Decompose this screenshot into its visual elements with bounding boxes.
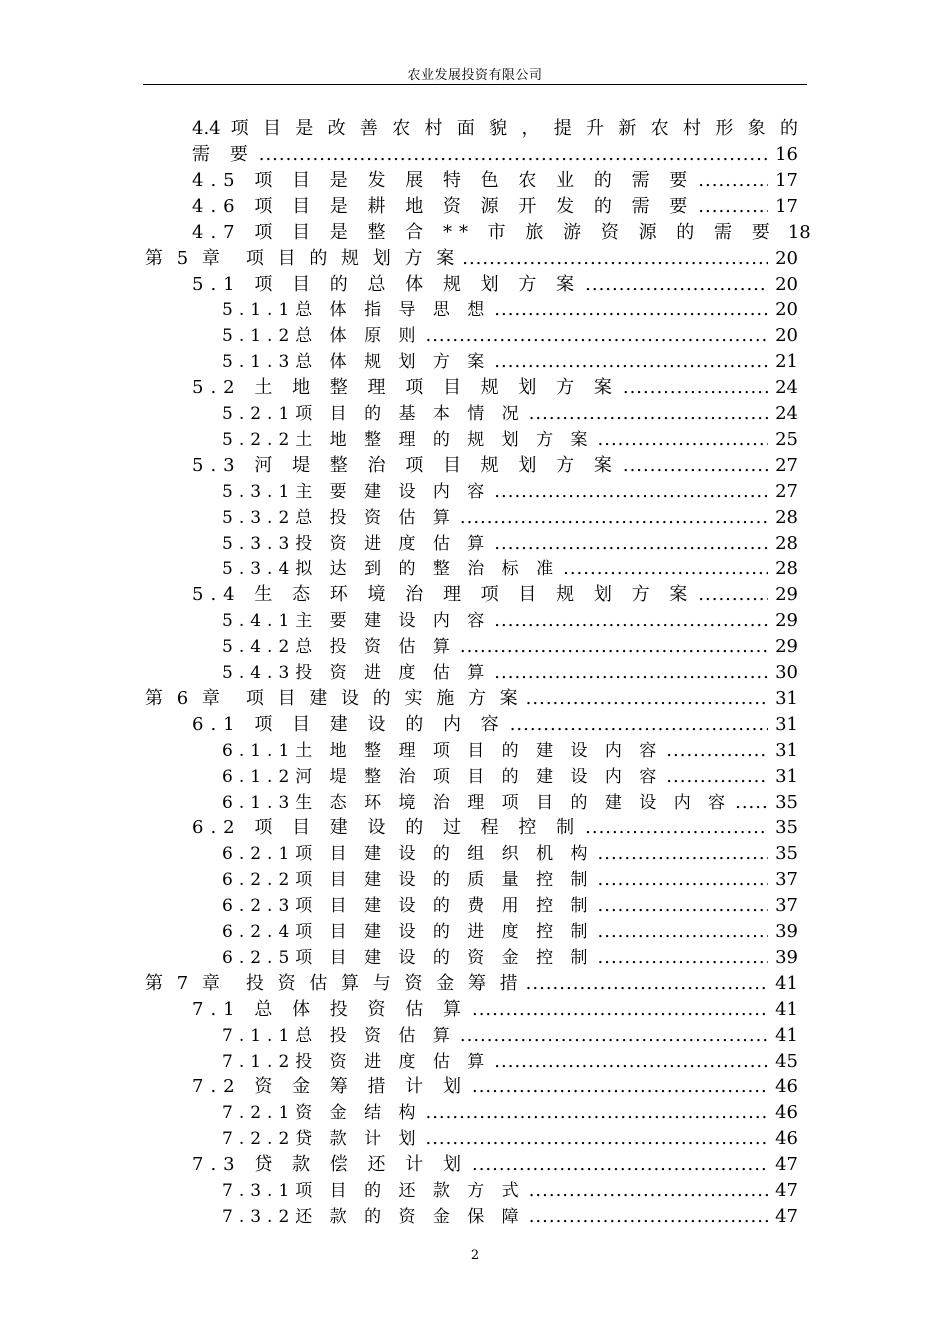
toc-leader-dots — [585, 272, 768, 298]
toc-entry-label: 7.1 总 体 投 资 估 算 — [192, 998, 468, 1020]
toc-leader-dots — [460, 505, 768, 531]
toc-entry-page: 27 — [775, 480, 798, 502]
toc-entry-label: 7.1.2投 资 进 度 估 算 — [222, 1051, 491, 1072]
toc-entry[interactable] — [222, 841, 798, 867]
toc-entry-page: 41 — [775, 998, 798, 1020]
toc-entry-label: 6.2.1项 目 建 设 的 组 织 机 构 — [222, 844, 594, 865]
toc-entry-label: 7.2.1资 金 结 构 — [222, 1103, 422, 1124]
toc-entry[interactable] — [192, 375, 798, 401]
toc-entry-label: 6.2.4项 目 建 设 的 进 度 控 制 — [222, 922, 594, 942]
toc-entry-label: 5.4.2总 投 资 估 算 — [222, 637, 456, 658]
toc-entry-page: 17 — [775, 195, 798, 217]
toc-leader-dots — [472, 997, 768, 1023]
toc-entry-label: 6.2.5项 目 建 设 的 资 金 控 制 — [222, 947, 594, 968]
toc-entry-label: 6.2.2项 目 建 设 的 质 量 控 制 — [222, 870, 594, 891]
toc-entry[interactable] — [222, 608, 798, 634]
toc-entry-page: 20 — [775, 325, 798, 347]
toc-leader-dots — [529, 1204, 768, 1230]
toc-leader-dots — [425, 1100, 768, 1126]
toc-entry-label: 5.3.1主 要 建 设 内 容 — [222, 481, 491, 502]
toc-entry-label: 5.3.2总 投 资 估 算 — [222, 507, 456, 528]
toc-leader-dots — [462, 246, 768, 272]
toc-entry-page: 35 — [775, 791, 798, 813]
toc-entry-label: 7.3.2还 款 的 资 金 保 障 — [222, 1206, 525, 1227]
toc-entry[interactable] — [222, 738, 798, 764]
toc-leader-dots — [460, 1023, 768, 1049]
toc-leader-dots — [259, 142, 768, 168]
toc-entry-page: 20 — [775, 299, 798, 321]
toc-leader-dots — [425, 323, 768, 349]
toc-entry[interactable] — [222, 634, 798, 660]
toc-entry-label: 第 5 章 项 目 的 规 划 方 案 — [145, 247, 459, 269]
toc-leader-dots — [698, 582, 768, 608]
toc-leader-dots — [598, 427, 769, 453]
toc-leader-dots — [563, 556, 768, 582]
toc-entry-label: 需 要 — [192, 144, 255, 165]
toc-entry-page: 47 — [775, 1180, 798, 1201]
toc-leader-dots — [598, 945, 769, 971]
toc-leader-dots — [460, 634, 768, 660]
toc-leader-dots — [494, 479, 768, 505]
toc-entry[interactable] — [192, 194, 798, 220]
page-number: 2 — [470, 1248, 480, 1263]
toc-leader-dots — [735, 790, 768, 816]
toc-entry-label: 5.1 项 目 的 总 体 规 划 方 案 — [192, 273, 582, 295]
toc-leader-dots — [494, 1049, 768, 1075]
toc-entry-page: 17 — [775, 169, 798, 191]
toc-entry-label: 5.4.3投 资 进 度 估 算 — [222, 663, 491, 683]
toc-entry-page: 41 — [775, 972, 798, 994]
toc-leader-dots — [698, 168, 768, 194]
toc-leader-dots — [494, 660, 768, 686]
toc-entry-page: 28 — [775, 506, 798, 528]
toc-entry-label: 6.1.2河 堤 整 治 项 目 的 建 设 内 容 — [222, 766, 663, 787]
toc-entry-page: 31 — [775, 765, 798, 787]
toc-entry-page: 39 — [775, 921, 798, 942]
toc-entry-label: 5.4 生 态 环 境 治 理 项 目 规 划 方 案 — [192, 584, 695, 606]
toc-entry-page: 24 — [775, 377, 798, 399]
toc-leader-dots — [623, 453, 768, 479]
toc-entry-page: 45 — [775, 1050, 798, 1072]
toc-entry-page: 30 — [775, 662, 798, 683]
toc-entry-page: 47 — [775, 1205, 798, 1227]
toc-entry[interactable] — [192, 815, 798, 841]
toc-entry[interactable] — [222, 1126, 798, 1152]
toc-entry-label: 6.1 项 目 建 设 的 内 容 — [192, 713, 506, 735]
toc-entry-page: 46 — [775, 1102, 798, 1124]
toc-leader-dots — [598, 867, 769, 893]
toc-entry[interactable] — [222, 919, 798, 945]
toc-entry-label: 5.1.2总 体 原 则 — [222, 326, 422, 347]
toc-entry-label: 5.3 河 堤 整 治 项 目 规 划 方 案 — [192, 454, 619, 476]
toc-entry[interactable] — [145, 971, 798, 997]
toc-entry[interactable] — [192, 220, 811, 246]
toc-entry-label: 5.1.1总 体 指 导 思 想 — [222, 300, 491, 321]
toc-entry-page: 29 — [775, 584, 798, 606]
toc-leader-dots — [425, 1126, 768, 1152]
toc-leader-dots — [598, 919, 769, 945]
toc-entry[interactable] — [192, 453, 798, 479]
toc-leader-dots — [494, 297, 768, 323]
toc-entry[interactable] — [222, 764, 798, 790]
toc-entry-page: 47 — [775, 1154, 798, 1176]
header-rule — [143, 84, 807, 85]
toc-entry-page: 24 — [775, 403, 798, 424]
toc-entry-label: 7.3.1项 目 的 还 款 方 式 — [222, 1181, 525, 1201]
toc-entry[interactable] — [222, 867, 798, 893]
toc-entry[interactable] — [222, 401, 798, 427]
toc-entry-page: 35 — [775, 843, 798, 865]
toc-entry-label: 6.1.1土 地 整 理 项 目 的 建 设 内 容 — [222, 740, 663, 761]
toc-entry-page: 18 — [787, 221, 811, 243]
toc-entry-page: 31 — [775, 687, 798, 709]
toc-leader-dots — [494, 608, 768, 634]
toc-entry[interactable] — [222, 531, 798, 557]
toc-entry[interactable] — [222, 323, 798, 349]
toc-leader-dots — [598, 841, 769, 867]
toc-leader-dots — [494, 531, 768, 557]
toc-entry[interactable] — [222, 505, 798, 531]
toc-entry-page: 28 — [775, 532, 798, 554]
toc-entry[interactable] — [192, 582, 798, 608]
toc-entry-label: 6.2 项 目 建 设 的 过 程 控 制 — [192, 817, 582, 839]
toc-entry[interactable] — [192, 712, 798, 738]
toc-entry-page: 37 — [775, 895, 798, 917]
toc-entry[interactable] — [222, 349, 798, 375]
toc-entry[interactable] — [222, 790, 798, 816]
toc-entry-page: 21 — [775, 351, 798, 373]
toc-entry-label: 7.2.2贷 款 计 划 — [222, 1129, 422, 1150]
toc-entry[interactable] — [192, 997, 798, 1023]
toc-entry[interactable] — [222, 1204, 798, 1230]
toc-entry[interactable] — [192, 1152, 798, 1178]
toc-entry[interactable] — [222, 1178, 798, 1204]
toc-entry-label: 7.2 资 金 筹 措 计 划 — [192, 1076, 468, 1098]
toc-entry[interactable] — [192, 272, 798, 298]
toc-entry[interactable] — [222, 893, 798, 919]
toc-entry-page: 35 — [775, 817, 798, 839]
toc-entry[interactable] — [192, 142, 798, 168]
toc-leader-dots — [585, 815, 768, 841]
toc-entry[interactable] — [222, 479, 798, 505]
toc-entry-label: 5.3.4拟 达 到 的 整 治 标 准 — [222, 559, 560, 580]
page-header-title: 农业发展投资有限公司 — [407, 68, 543, 83]
toc-entry[interactable] — [192, 1074, 798, 1100]
toc-entry-label: 5.3.3投 资 进 度 估 算 — [222, 533, 491, 554]
toc-entry[interactable] — [222, 556, 798, 582]
toc-entry-label: 7.3 贷 款 偿 还 计 划 — [192, 1154, 468, 1176]
toc-leader-dots — [529, 1178, 768, 1204]
toc-entry-page: 25 — [775, 428, 798, 450]
toc-leader-dots — [510, 712, 768, 738]
toc-entry-page: 27 — [775, 454, 798, 476]
toc-entry-page: 41 — [775, 1024, 798, 1046]
toc-entry[interactable] — [222, 427, 798, 453]
toc-entry-label: 5.2.2土 地 整 理 的 规 划 方 案 — [222, 429, 594, 450]
toc-entry-page: 46 — [775, 1076, 798, 1098]
toc-leader-dots — [472, 1152, 768, 1178]
toc-entry-label: 第 7 章 投 资 估 算 与 资 金 筹 措 — [145, 972, 522, 994]
toc-entry[interactable] — [222, 1049, 798, 1075]
toc-entry[interactable] — [192, 168, 798, 194]
toc-leader-dots — [526, 971, 768, 997]
toc-entry-page: 39 — [775, 946, 798, 968]
toc-leader-dots — [598, 893, 769, 919]
toc-entry[interactable] — [222, 660, 798, 686]
toc-entry-label: 第 6 章 项 目 建 设 的 实 施 方 案 — [145, 687, 522, 709]
toc-entry-page: 16 — [775, 144, 798, 165]
toc-entry-label: 5.2 土 地 整 理 项 目 规 划 方 案 — [192, 377, 619, 399]
toc-entry[interactable] — [222, 297, 798, 323]
toc-leader-dots — [472, 1074, 768, 1100]
toc-entry-page: 28 — [775, 558, 798, 580]
toc-entry-label: 4.7 项 目 是 整 合 ** 市 旅 游 资 源 的 需 要 — [192, 221, 777, 243]
toc-leader-dots — [698, 194, 768, 220]
toc-entry-page: 31 — [775, 713, 798, 735]
toc-entry-label: 5.1.3总 体 规 划 方 案 — [222, 352, 491, 373]
toc-leader-dots — [666, 764, 768, 790]
toc-entry-page: 46 — [775, 1128, 798, 1150]
toc-entry-page: 37 — [775, 869, 798, 891]
toc-leader-dots — [526, 686, 768, 712]
toc-entry[interactable] — [222, 1023, 798, 1049]
toc-leader-dots — [529, 401, 768, 427]
toc-entry-label: 6.2.3项 目 建 设 的 费 用 控 制 — [222, 896, 594, 917]
toc-entry-label: 6.1.3生 态 环 境 治 理 项 目 的 建 设 内 容 — [222, 792, 732, 813]
toc-entry-page: 20 — [775, 247, 798, 269]
toc-leader-dots — [623, 375, 768, 401]
toc-entry[interactable] — [145, 246, 798, 272]
toc-entry-label: 4.5 项 目 是 发 展 特 色 农 业 的 需 要 — [192, 169, 695, 191]
toc-entry-page: 29 — [775, 610, 798, 632]
toc-leader-dots — [494, 349, 768, 375]
toc-entry[interactable] — [222, 945, 798, 971]
toc-entry-label: 7.1.1总 投 资 估 算 — [222, 1025, 456, 1046]
toc-entry-label: 5.4.1主 要 建 设 内 容 — [222, 611, 491, 632]
toc-entry[interactable] — [222, 1100, 798, 1126]
toc-entry-label: 5.2.1项 目 的 基 本 情 况 — [222, 404, 525, 424]
toc-entry-page: 29 — [775, 636, 798, 658]
toc-entry-page: 20 — [775, 273, 798, 295]
toc-continuation-line: 4.4 项 目 是 改 善 农 村 面 貌 ， 提 升 新 农 村 形 象 的 — [192, 118, 798, 139]
toc-entry-label: 4.6 项 目 是 耕 地 资 源 开 发 的 需 要 — [192, 195, 695, 217]
toc-entry-page: 31 — [775, 739, 798, 761]
toc-leader-dots — [666, 738, 768, 764]
toc-entry[interactable] — [145, 686, 798, 712]
